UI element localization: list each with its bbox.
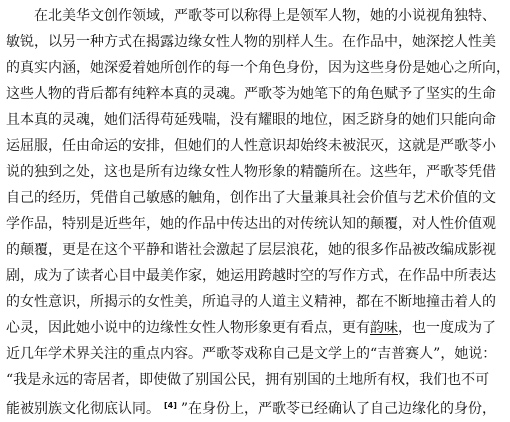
paragraph-line-5: 且本真的灵魂，她们活得苟延残喘，没有耀眼的地位，困乏跻身的她们只能向命 [6,112,496,128]
paragraph-line-12: 的女性意识，所揭示的女性美，所追寻的人道主义精神，都在不断地撞击着人的 [6,294,496,310]
paragraph-line-10: 的颠覆，更是在这个平静和谐社会激起了层层浪花，她的很多作品被改编成影视 [6,242,496,258]
paragraph-line-8: 自己的经历，凭借自己敏感的触角，创作出了大量兼具社会价值与艺术价值的文 [6,190,496,206]
line-13-text-start: 心灵，因此她小说中的边缘性女性人物形象更有看点，更有 [6,320,370,336]
paragraph-line-13 [6,318,496,338]
paragraph-line-2: 敏锐，以另一种方式在揭露边缘女性人物的别样人生。在作品中，她深挖人性美 [6,34,496,50]
paragraph-line-14: 近几年学术界关注的重点内容。严歌苓戏称自己是文学上的“吉普赛人”，她说： [6,346,497,362]
paragraph-line-6: 运屈服，任由命运的安排，但她们的人性意识却始终未被泯灭，这就是严歌苓小 [6,138,496,154]
paragraph-line-9: 学作品，特别是近些年，她的作品中传达出的对传统认知的颠覆，对人性价值观 [6,216,496,232]
line-16-text-end: ”在身份上，严歌苓已经确认了自己边缘化的身份， [180,401,497,417]
citation-marker: [4] [164,401,177,410]
line-16-text-start: 能被别族文化彻底认同。 [6,401,160,417]
paragraph-line-11: 剧，成为了读者心目中最美作家，她运用跨越时空的写作方式，在作品中所表达 [6,268,496,284]
paragraph-line-1: 在北美华文创作领域，严歌苓可以称得上是领军人物，她的小说视角独特、 [34,8,496,24]
line-13-text-end: ，也一度成为了 [398,320,496,336]
paragraph-line-7: 说的独到之处，这也是所有边缘女性人物形象的精髓所在。这些年，严歌苓凭借 [6,164,496,180]
paragraph-line-15: “我是永远的寄居者，即使做了别国公民，拥有别国的土地所有权，我们也不可 [6,372,490,388]
paragraph-line-4: 这些人物的背后都有纯粹本真的灵魂。严歌苓为她笔下的角色赋予了坚实的生命 [6,86,496,102]
paragraph-line-3: 的真实内涵，她深爱着她所创作的每一个角色身份，因为这些身份是她心之所向， [6,60,510,76]
paragraph-line-16 [6,396,497,417]
underlined-word: 韵味 [370,320,398,336]
